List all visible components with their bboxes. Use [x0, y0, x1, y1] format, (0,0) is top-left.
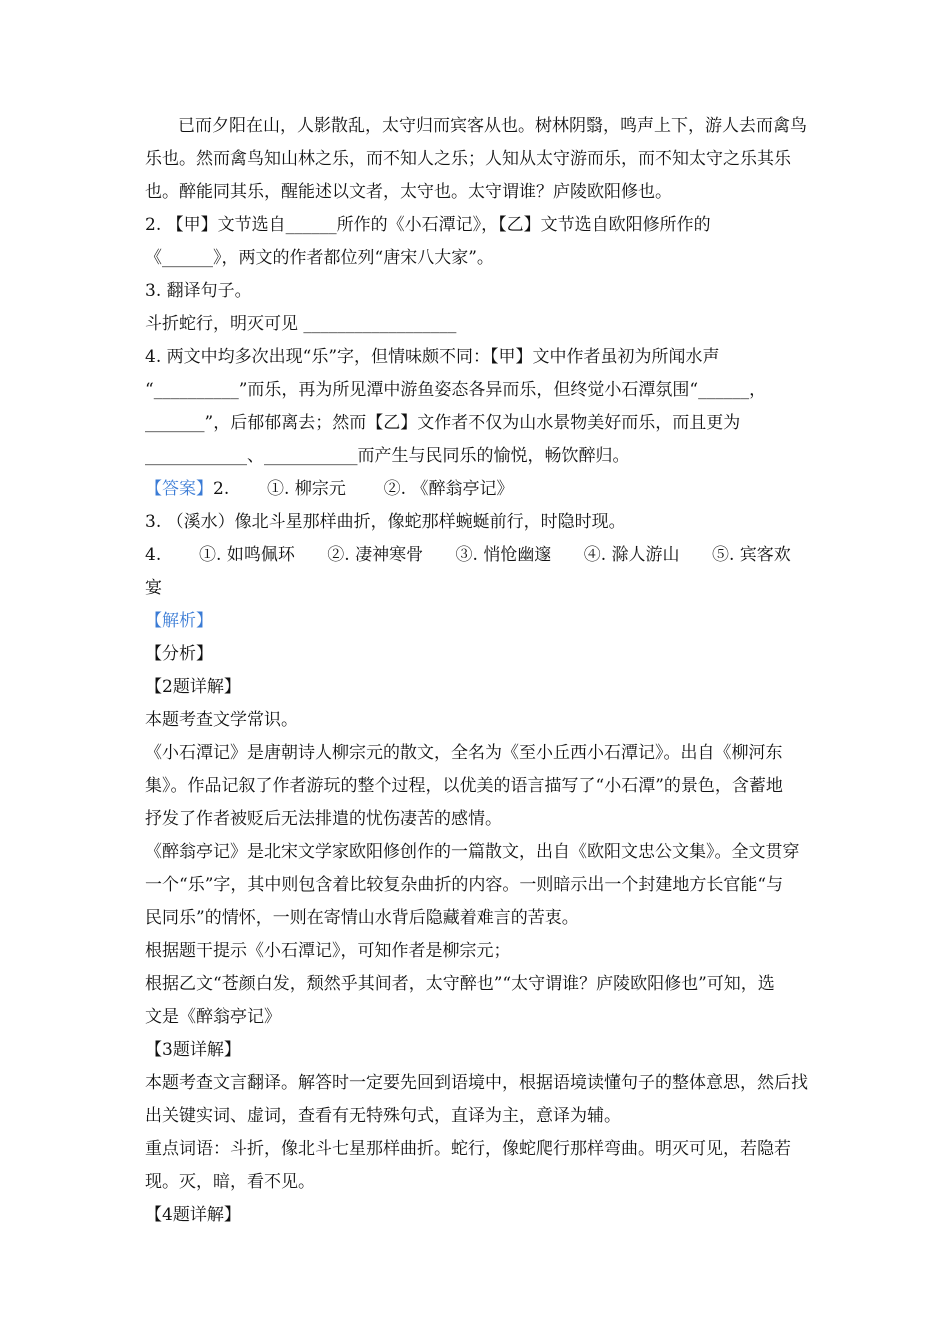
answer-3: 3. （溪水）像北斗星那样曲折，像蛇那样蜿蜒前行，时隐时现。	[145, 512, 626, 532]
q2-detail-line-8: 根据题干提示《小石潭记》，可知作者是柳宗元；	[145, 941, 511, 961]
section-q2-detail: 【2题详解】	[145, 677, 241, 697]
q2-detail-line-3: 集》。作品记叙了作者游玩的整个过程，以优美的语言描写了“小石潭”的景色，含蓄地	[145, 776, 783, 796]
section-q4-detail: 【4题详解】	[145, 1205, 241, 1225]
question-4-line-2: “__________”而乐，再为所见潭中游鱼姿态各异而乐，但终觉小石潭氛围“______，	[145, 380, 767, 400]
answer-4-line-1: 4. ①. 如鸣佩环 ②. 凄神寒骨 ③. 悄怆幽邃 ④. 滁人游山 ⑤. 宾客欢	[145, 545, 791, 565]
answer-2: 2. ①. 柳宗元 ②. 《醉翁亭记》	[213, 479, 514, 499]
question-3-sentence: 斗折蛇行，明灭可见 __________________	[145, 314, 457, 334]
q3-detail-line-3: 重点词语：斗折，像北斗七星那样曲折。蛇行，像蛇爬行那样弯曲。明灭可见，若隐若	[145, 1139, 791, 1159]
passage-line-1: 已而夕阳在山，人影散乱，太守归而宾客从也。树林阴翳，鸣声上下，游人去而禽鸟	[178, 116, 807, 136]
question-3-title: 3. 翻译句子。	[145, 281, 252, 301]
answer-line-2	[145, 479, 514, 499]
q2-detail-line-6: 一个“乐”字，其中则包含着比较复杂曲折的内容。一则暗示出一个封建地方长官能“与	[145, 875, 784, 895]
q2-detail-line-2: 《小石潭记》是唐朝诗人柳宗元的散文，全名为《至小丘西小石潭记》。出自《柳河东	[145, 743, 783, 763]
q3-detail-line-1: 本题考查文言翻译。解答时一定要先回到语境中，根据语境读懂句子的整体意思，然后找	[145, 1073, 808, 1093]
question-4-line-3: _______”，后郁郁离去；然而【乙】文作者不仅为山水景物美好而乐，而且更为	[145, 413, 741, 433]
q2-detail-line-4: 抒发了作者被贬后无法排遣的忧伤凄苦的感情。	[145, 809, 502, 829]
q2-detail-line-5: 《醉翁亭记》是北宋文学家欧阳修创作的一篇散文，出自《欧阳文忠公文集》。全文贯穿	[145, 842, 800, 862]
section-q3-detail: 【3题详解】	[145, 1040, 241, 1060]
q2-detail-line-10: 文是《醉翁亭记》	[145, 1007, 281, 1027]
q2-detail-line-1: 本题考查文学常识。	[145, 710, 298, 730]
section-analysis: 【分析】	[145, 644, 213, 664]
passage-line-2: 乐也。然而禽鸟知山林之乐，而不知人之乐；人知从太守游而乐，而不知太守之乐其乐	[145, 149, 791, 169]
analysis-label: 【解析】	[145, 611, 213, 631]
answer-label: 【答案】	[145, 479, 213, 499]
question-2-line-1: 2. 【甲】文节选自______所作的《小石潭记》，【乙】文节选自欧阳修所作的	[145, 215, 711, 235]
q3-detail-line-4: 现。灭，暗，看不见。	[145, 1172, 315, 1192]
q3-detail-line-2: 出关键实词、虚词，查看有无特殊句式，直译为主，意译为辅。	[145, 1106, 621, 1126]
question-4-line-1: 4. 两文中均多次出现“乐”字，但情味颇不同：【甲】文中作者虽初为所闻水声	[145, 347, 720, 367]
q2-detail-line-9: 根据乙文“苍颜白发，颓然乎其间者，太守醉也”“太守谓谁？庐陵欧阳修也”可知，选	[145, 974, 775, 994]
question-2-line-2: 《______》，两文的作者都位列“唐宋八大家”。	[145, 248, 494, 268]
answer-4-line-2: 宴	[145, 578, 162, 598]
question-4-line-4: ____________、___________而产生与民同乐的愉悦，畅饮醉归。	[145, 446, 630, 466]
q2-detail-line-7: 民同乐”的情怀，一则在寄情山水背后隐藏着难言的苦衷。	[145, 908, 579, 928]
passage-line-3: 也。醉能同其乐，醒能述以文者，太守也。太守谓谁？庐陵欧阳修也。	[145, 182, 672, 202]
